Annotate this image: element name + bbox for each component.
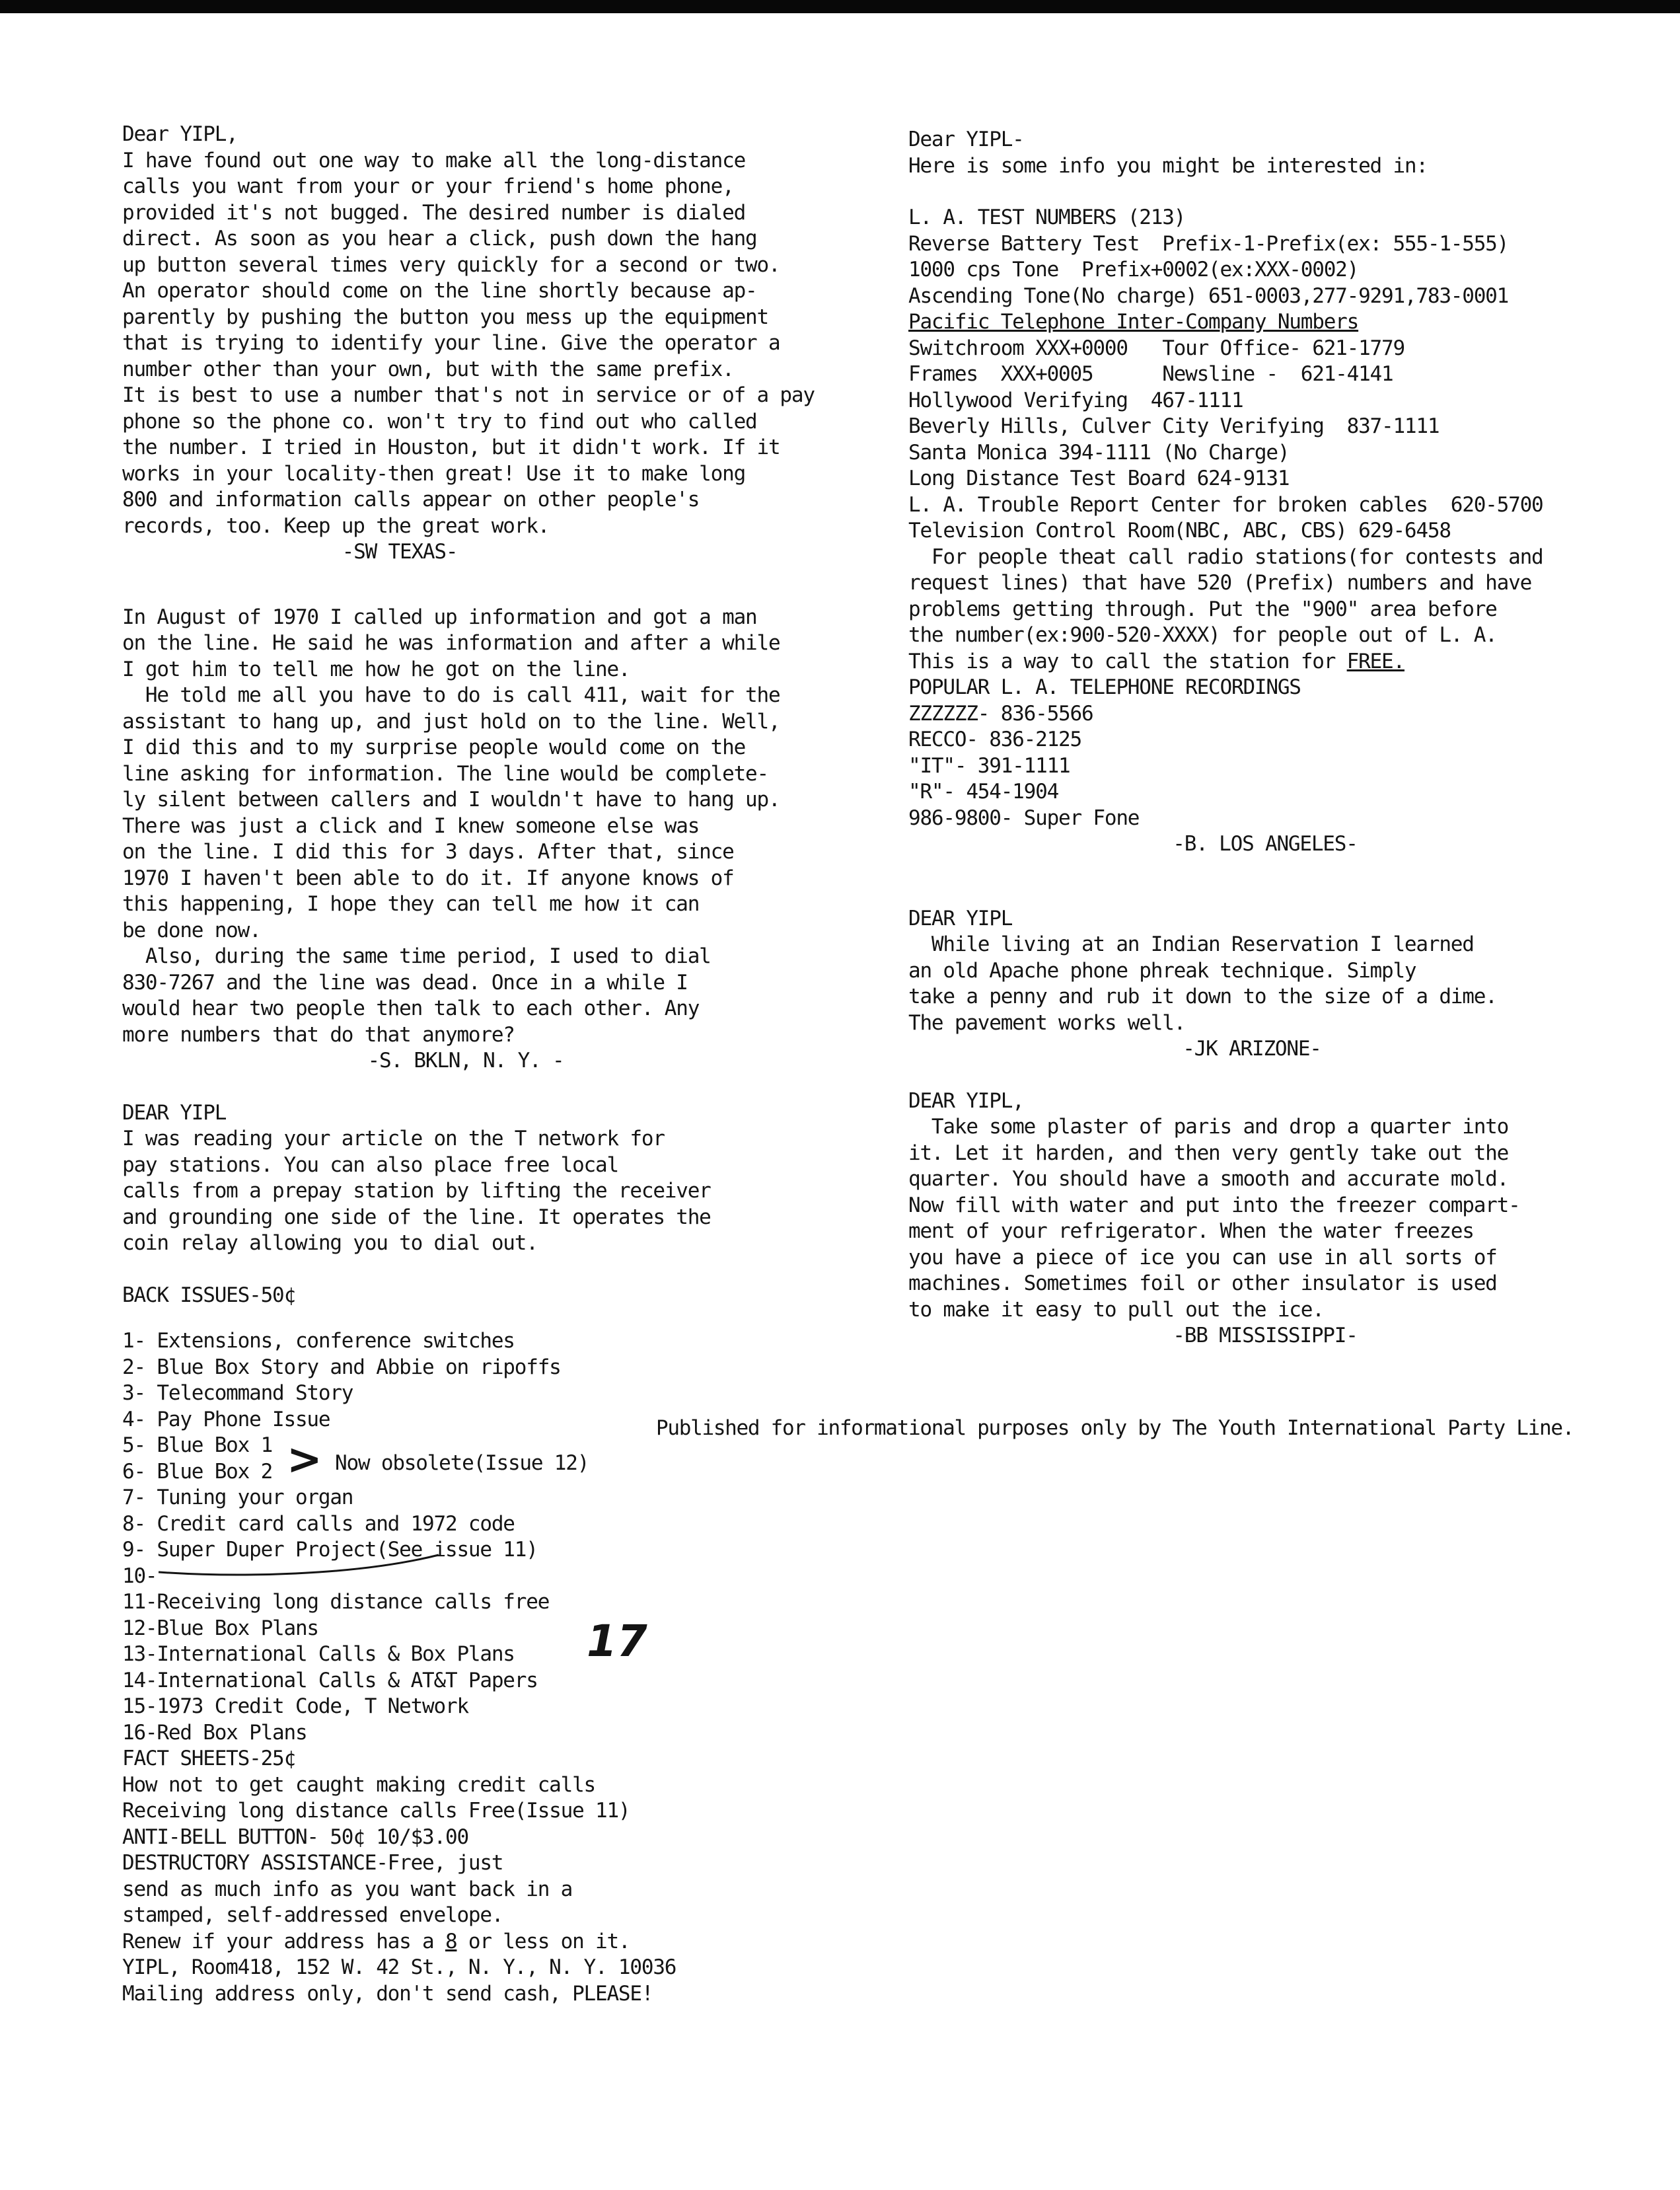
salutation: Dear YIPL, xyxy=(122,122,238,146)
test-line: Ascending Tone(No charge) 651-0003,277-9291,783-0001 xyxy=(908,283,1509,308)
issue-item: 2- Blue Box Story and Abbie on ripoffs xyxy=(122,1355,561,1379)
renewal-info xyxy=(122,1929,836,2008)
fact-sheets-list xyxy=(122,1746,836,1929)
issue-item: 14-International Calls & AT&T Papers xyxy=(122,1668,538,1692)
letter-line: It is best to use a number that's not in service or of a pay xyxy=(122,383,815,407)
letter-sw-texas xyxy=(122,122,836,566)
pacific-line: Hollywood Verifying 467-1111 xyxy=(908,388,1243,412)
letter-line: line asking for information. The line would be complete- xyxy=(122,761,768,786)
recordings-heading: POPULAR L. A. TELEPHONE RECORDINGS xyxy=(908,675,1301,699)
letter-line: He told me all you have to do is call 411, wait for the xyxy=(122,683,780,707)
letter-line: The pavement works well. xyxy=(908,1010,1186,1035)
letter-t-network xyxy=(122,1100,836,1257)
pacific-line: Switchroom XXX+0000 Tour Office- 621-1779 xyxy=(908,336,1405,360)
salutation: DEAR YIPL xyxy=(908,906,1013,930)
letter-arizona xyxy=(908,906,1662,1063)
left-column xyxy=(122,122,836,2007)
letter-intro: Here is some info you might be interested in: xyxy=(908,153,1428,178)
test-numbers-heading: L. A. TEST NUMBERS (213) xyxy=(908,206,1186,229)
letter-line: would hear two people then talk to each other. Any xyxy=(122,997,700,1020)
publisher-note: Published for informational purposes only by The Youth International Party Line. xyxy=(656,1416,1574,1440)
fact-sheet-item: Receiving long distance calls Free(Issue 11) xyxy=(122,1799,630,1823)
letter-line: In August of 1970 I called up information and got a man xyxy=(122,605,757,629)
issue-item: 15-1973 Credit Code, T Network xyxy=(122,1694,468,1718)
issue-item: 16-Red Box Plans xyxy=(122,1720,307,1745)
pacific-line: Long Distance Test Board 624-9131 xyxy=(908,467,1290,490)
recording-item: 986-9800- Super Fone xyxy=(908,806,1140,830)
letter-line: this happening, I hope they can tell me how it can xyxy=(122,892,700,916)
salutation: DEAR YIPL xyxy=(122,1100,227,1125)
recording-item: RECCO- 836-2125 xyxy=(908,728,1081,751)
letter-line: ly silent between callers and I wouldn't have to hang up. xyxy=(122,788,780,812)
salutation: Dear YIPL- xyxy=(908,128,1024,151)
letter-line: direct. As soon as you hear a click, push down the hang xyxy=(122,227,757,250)
letter-line: coin relay allowing you to dial out. xyxy=(122,1231,538,1255)
letter-line: that is trying to identify your line. Give the operator a xyxy=(122,331,780,355)
mailing-address: YIPL, Room418, 152 W. 42 St., N. Y., N. Y. 10036 xyxy=(122,1955,676,1979)
letter-line: machines. Sometimes foil or other insulator is used xyxy=(908,1271,1497,1295)
letter-line: more numbers that do that anymore? xyxy=(122,1022,515,1047)
back-issues-list xyxy=(122,1283,836,1747)
letter-line: be done now. xyxy=(122,918,261,942)
pacific-line: problems getting through. Put the "900" area before xyxy=(908,597,1497,621)
free-line xyxy=(908,649,1662,675)
pacific-line: For people theat call radio stations(for contests and xyxy=(908,545,1543,569)
renewal-number: 8 xyxy=(445,1929,457,1953)
signature: -BB MISSISSIPPI- xyxy=(1173,1324,1358,1347)
letter-line: to make it easy to pull out the ice. xyxy=(908,1297,1324,1322)
issue-9-arrow xyxy=(156,1551,447,1577)
obsolete-note: Now obsolete(Issue 12) xyxy=(335,1451,589,1475)
letter-mississippi xyxy=(908,1088,1662,1349)
back-issues-heading: BACK ISSUES-50¢ xyxy=(122,1283,295,1307)
letter-la xyxy=(908,127,1662,858)
issue-item: 6- Blue Box 2 xyxy=(122,1459,273,1484)
obsolete-brace: > xyxy=(287,1435,322,1484)
letter-line: An operator should come on the line shortly because ap- xyxy=(122,279,757,303)
pacific-line: Frames XXX+0005 Newsline - 621-4141 xyxy=(908,362,1393,386)
letter-line: phone so the phone co. won't try to find out who called xyxy=(122,409,757,434)
letter-line: calls you want from your or your friend's home phone, xyxy=(122,174,734,198)
letter-line: works in your locality-then great! Use it to make long xyxy=(122,461,746,486)
letter-line: 830-7267 and the line was dead. Once in a while I xyxy=(122,970,688,995)
letter-line: the number. I tried in Houston, but it didn't work. If it xyxy=(122,435,780,459)
letter-line: ment of your refrigerator. When the water freezes xyxy=(908,1219,1474,1243)
fact-sheets-heading: FACT SHEETS-25¢ xyxy=(122,1747,295,1770)
letter-line: assistant to hang up, and just hold on to the line. Well, xyxy=(122,709,780,734)
page-number: 17 xyxy=(587,1616,647,1667)
issue-item: 8- Credit card calls and 1972 code xyxy=(122,1511,515,1536)
letter-line: 800 and information calls appear on other people's xyxy=(122,488,700,511)
letter-line: provided it's not bugged. The desired number is dialed xyxy=(122,200,746,225)
issue-item: 9- Super Duper Project xyxy=(122,1538,377,1562)
recording-item: "IT"- 391-1111 xyxy=(908,753,1070,778)
right-column xyxy=(908,127,1662,1349)
letter-line: you have a piece of ice you can use in all sorts of xyxy=(908,1245,1497,1269)
pacific-line: Beverly Hills, Culver City Verifying 837-1111 xyxy=(908,414,1440,438)
pacific-heading: Pacific Telephone Inter-Company Numbers xyxy=(908,310,1359,334)
issue-item: 12-Blue Box Plans xyxy=(122,1616,318,1640)
letter-line: on the line. He said he was information and after a while xyxy=(122,631,780,655)
letter-line: number other than your own, but with the same prefix. xyxy=(122,357,734,381)
signature: -B. LOS ANGELES- xyxy=(1173,832,1358,856)
letter-line: calls from a prepay station by lifting the receiver xyxy=(122,1179,711,1203)
letter-line: I have found out one way to make all the long-distance xyxy=(122,148,746,172)
pacific-line: the number(ex:900-520-XXXX) for people out of L. A. xyxy=(908,623,1497,647)
page-top-border xyxy=(0,0,1680,13)
renewal-line xyxy=(122,1929,836,1955)
salutation: DEAR YIPL, xyxy=(908,1088,1024,1113)
pacific-line: request lines) that have 520 (Prefix) numbers and have xyxy=(908,571,1532,595)
letter-line: I did this and to my surprise people would come on the xyxy=(122,736,746,759)
letter-line: While living at an Indian Reservation I learned xyxy=(908,932,1474,956)
test-line: Reverse Battery Test Prefix-1-Prefix(ex: 555-1-555) xyxy=(908,231,1509,256)
letter-line: records, too. Keep up the great work. xyxy=(122,513,550,538)
signature: -S. BKLN, N. Y. - xyxy=(367,1049,564,1073)
letter-line: it. Let it harden, and then very gently take out the xyxy=(908,1141,1509,1165)
test-line: 1000 cps Tone Prefix+0002(ex:XXX-0002) xyxy=(908,258,1359,282)
renewal-suffix: or less on it. xyxy=(457,1929,630,1953)
pacific-line: Santa Monica 394-1111 (No Charge) xyxy=(908,440,1290,465)
issue-item: 1- Extensions, conference switches xyxy=(122,1329,515,1353)
fact-sheet-item: ANTI-BELL BUTTON- 50¢ 10/$3.00 xyxy=(122,1825,468,1849)
letter-line: and grounding one side of the line. It operates the xyxy=(122,1205,711,1229)
signature: -SW TEXAS- xyxy=(342,540,458,564)
pacific-line: Television Control Room(NBC, ABC, CBS) 629-6458 xyxy=(908,519,1451,543)
issue-9-note: (See issue 11) xyxy=(376,1538,538,1562)
signature: -JK ARIZONE- xyxy=(1183,1037,1321,1061)
letter-line: I got him to tell me how he got on the line. xyxy=(122,657,630,681)
letter-line: Take some plaster of paris and drop a quarter into xyxy=(908,1115,1509,1139)
letter-line: parently by pushing the button you mess up the equipment xyxy=(122,305,768,329)
letter-line: on the line. I did this for 3 days. After that, since xyxy=(122,840,734,864)
issue-item: 13-International Calls & Box Plans xyxy=(122,1642,515,1666)
letter-line: pay stations. You can also place free local xyxy=(122,1152,618,1177)
fact-sheet-item: DESTRUCTORY ASSISTANCE-Free, just xyxy=(122,1851,503,1875)
recording-item: "R"- 454-1904 xyxy=(908,780,1059,804)
fact-sheet-item: How not to get caught making credit calls xyxy=(122,1772,596,1797)
free-word: FREE. xyxy=(1346,649,1405,673)
fact-sheet-item: stamped, self-addressed envelope. xyxy=(122,1903,503,1927)
issue-item: 3- Telecommand Story xyxy=(122,1381,353,1405)
issue-item: 10- xyxy=(122,1564,157,1588)
pacific-line: L. A. Trouble Report Center for broken cables 620-5700 xyxy=(908,492,1543,517)
recording-item: ZZZZZZ- 836-5566 xyxy=(908,701,1093,726)
letter-line: Also, during the same time period, I used to dial xyxy=(122,944,711,968)
letter-line: 1970 I haven't been able to do it. If anyone knows of xyxy=(122,866,734,890)
letter-line: I was reading your article on the T network for xyxy=(122,1127,665,1151)
letter-line: There was just a click and I knew someone else was xyxy=(122,813,700,838)
letter-line: quarter. You should have a smooth and accurate mold. xyxy=(908,1167,1509,1191)
fact-sheet-item: send as much info as you want back in a xyxy=(122,1877,573,1901)
renewal-prefix: Renew if your address has a xyxy=(122,1929,445,1953)
letter-line: up button several times very quickly for a second or two. xyxy=(122,252,780,277)
letter-line: take a penny and rub it down to the size of a dime. xyxy=(908,985,1497,1008)
issue-item: 11-Receiving long distance calls free xyxy=(122,1590,550,1614)
letter-bkln xyxy=(122,605,836,1075)
letter-line: Now fill with water and put into the freezer compart- xyxy=(908,1193,1520,1217)
issue-item: 7- Tuning your organ xyxy=(122,1486,353,1509)
free-prefix: This is a way to call the station for xyxy=(908,649,1347,673)
issue-item: 4- Pay Phone Issue xyxy=(122,1407,330,1431)
mailing-note: Mailing address only, don't send cash, PLEASE! xyxy=(122,1981,653,2006)
letter-line: an old Apache phone phreak technique. Simply xyxy=(908,958,1416,983)
issue-item: 5- Blue Box 1 xyxy=(122,1433,273,1457)
